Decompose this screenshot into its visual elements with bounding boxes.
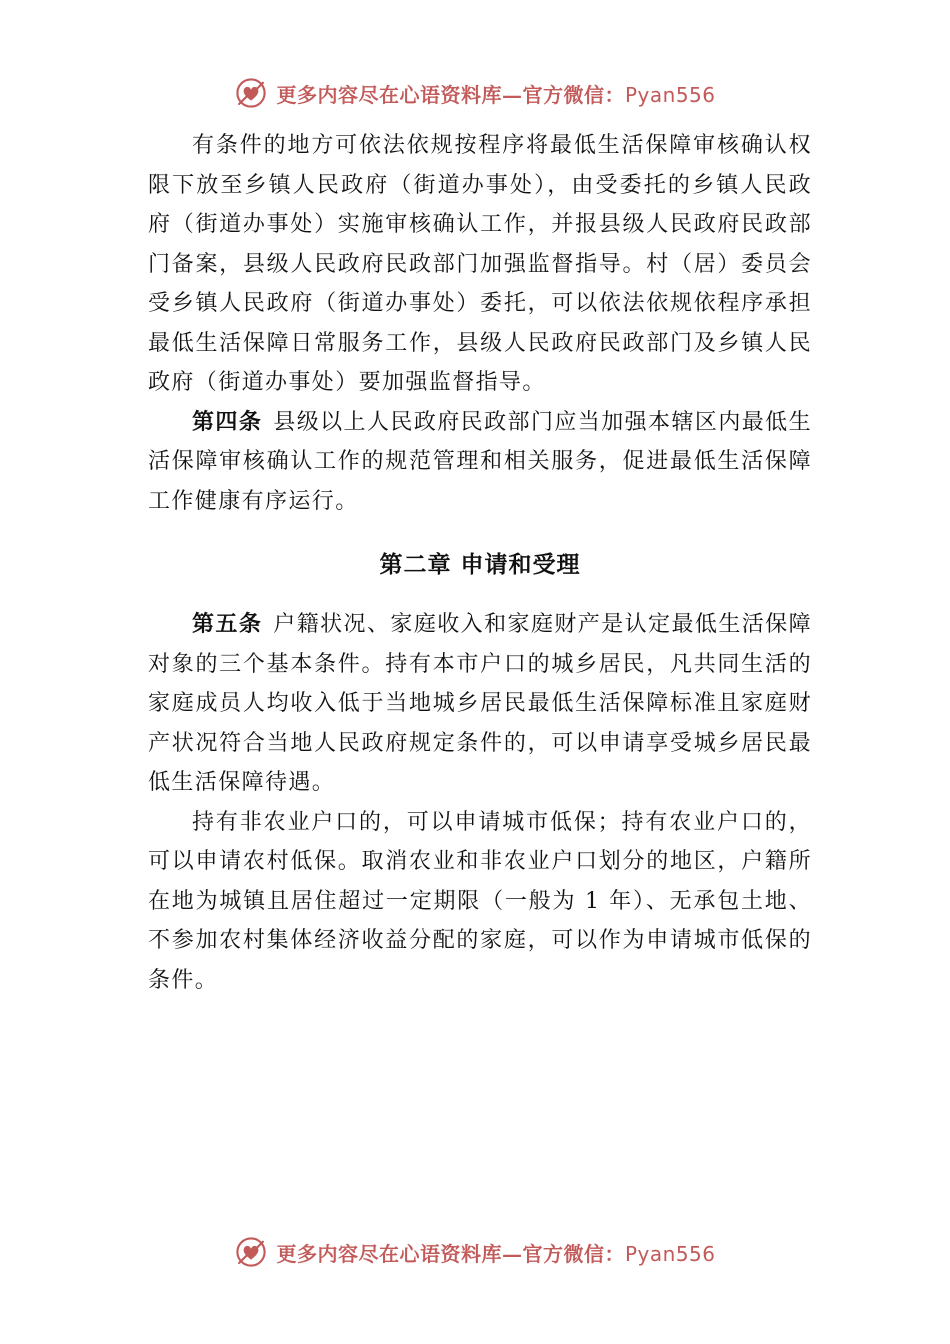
article-5-label: 第五条 xyxy=(192,612,263,637)
header-watermark-id: Pyan556 xyxy=(624,82,716,107)
footer-watermark-text: 更多内容尽在心语资料库—官方微信：Pyan556 xyxy=(276,1241,716,1266)
paragraph-delegation: 有条件的地方可依法依规按程序将最低生活保障审核确认权限下放至乡镇人民政府（街道办事处），由受委托的乡镇人民政府（街道办事处）实施审核确认工作，并报县级人民政府民政部门备案，县级人民政府民政部门加强监督指导。村（居）委员会受乡镇人民政府（街道办事处）委托，可以依法依规依程序承担最低生活保障日常服务工作，县级人民政府民政部门及乡镇人民政府（街道办事处）要加强监督指导。 xyxy=(148,133,812,395)
header-watermark-text: 更多内容尽在心语资料库—官方微信：Pyan556 xyxy=(276,82,716,107)
chapter-heading: 第二章 申请和受理 xyxy=(379,552,581,578)
footer-watermark-id: Pyan556 xyxy=(624,1241,716,1266)
article-5 xyxy=(148,605,812,803)
article-4 xyxy=(148,403,812,522)
heart-logo-icon xyxy=(234,1235,268,1269)
document-body xyxy=(148,126,812,1000)
article-4-text: 县级以上人民政府民政部门应当加强本辖区内最低生活保障审核确认工作的规范管理和相关服务，促进最低生活保障工作健康有序运行。 xyxy=(148,409,813,514)
heart-logo-icon xyxy=(234,76,268,110)
paragraph-hukou: 持有非农业户口的，可以申请城市低保；持有农业户口的，可以申请农村低保。取消农业和非农业户口划分的地区，户籍所在地为城镇且居住超过一定期限（一般为 1 年）、无承包土地、不参加农村集体经济收益分配的家庭，可以作为申请城市低保的条件。 xyxy=(148,809,812,993)
article-4-label: 第四条 xyxy=(192,409,263,435)
footer-watermark xyxy=(0,1232,950,1272)
header-watermark xyxy=(0,73,950,113)
article-5-text: 户籍状况、家庭收入和家庭财产是认定最低生活保障对象的三个基本条件。持有本市户口的城乡居民，凡共同生活的家庭成员人均收入低于当地城乡居民最低生活保障标准且家庭财产状况符合当地人民政府规定条件的，可以申请享受城乡居民最低生活保障待遇。 xyxy=(148,612,813,795)
